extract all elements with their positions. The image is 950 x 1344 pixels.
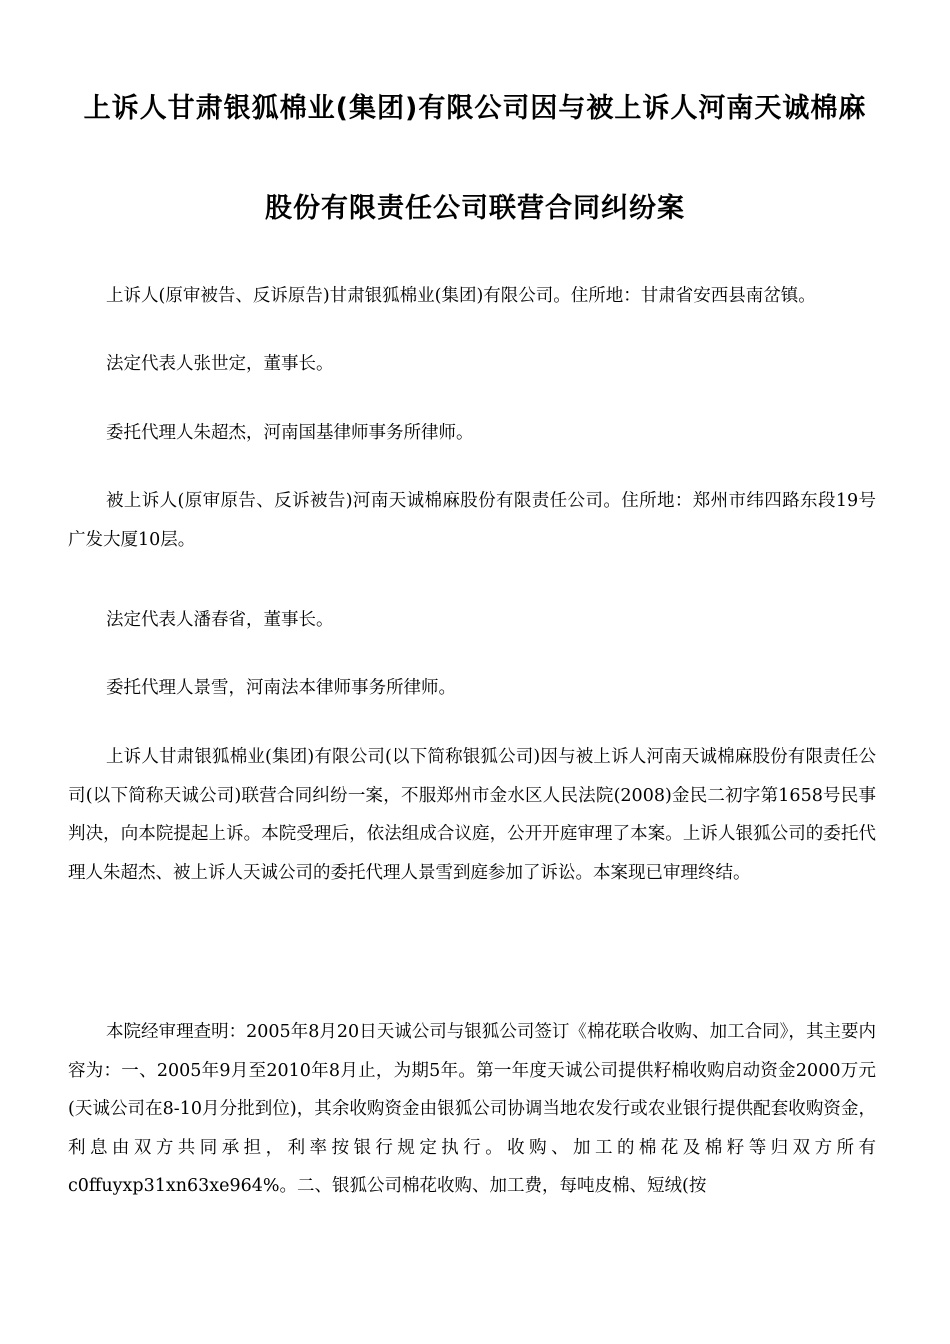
paragraph-appellant: 上诉人(原审被告、反诉原告)甘肃银狐棉业(集团)有限公司。住所地：甘肃省安西县南岔镇。 xyxy=(106,286,816,306)
paragraph-appellee-representative: 法定代表人潘春省，董事长。 xyxy=(106,610,334,630)
paragraph-appellee: 被上诉人(原审原告、反诉被告)河南天诚棉麻股份有限责任公司。住所地：郑州市纬四路东段19号广发大厦10层。 xyxy=(68,491,876,550)
paragraph-appellant-representative: 法定代表人张世定，董事长。 xyxy=(106,354,334,374)
paragraph-appellee-agent: 委托代理人景雪，河南法本律师事务所律师。 xyxy=(106,678,456,698)
paragraph-findings: 本院经审理查明：2005年8月20日天诚公司与银狐公司签订《棉花联合收购、加工合同》，其主要内容为：一、2005年9月至2010年8月止，为期5年。第一年度天诚公司提供籽棉收购启动资金2000万元(天诚公司在8-10月分批到位)，其余收购资金由银狐公司协调当地农发行或农业银行提供配套收购资金，利息由双方共同承担，利率按银行规定执行。收购、加工的棉花及棉籽等归双方所有c0ffuyxp31xn63xe964%。二、银狐公司棉花收购、加工费，每吨皮棉、短绒(按 xyxy=(68,1022,876,1197)
paragraph-case-summary: 上诉人甘肃银狐棉业(集团)有限公司(以下简称银狐公司)因与被上诉人河南天诚棉麻股份有限责任公司(以下简称天诚公司)联营合同纠纷一案，不服郑州市金水区人民法院(2008)金民二初字第1658号民事判决，向本院提起上诉。本院受理后，依法组成合议庭，公开开庭审理了本案。上诉人银狐公司的委托代理人朱超杰、被上诉人天诚公司的委托代理人景雪到庭参加了诉讼。本案现已审理终结。 xyxy=(68,747,876,883)
document-title-line-1: 上诉人甘肃银狐棉业(集团)有限公司因与被上诉人河南天诚棉麻 xyxy=(83,93,867,124)
document-title-line-2: 股份有限责任公司联营合同纠纷案 xyxy=(265,193,685,224)
paragraph-appellant-agent: 委托代理人朱超杰，河南国基律师事务所律师。 xyxy=(106,423,474,443)
